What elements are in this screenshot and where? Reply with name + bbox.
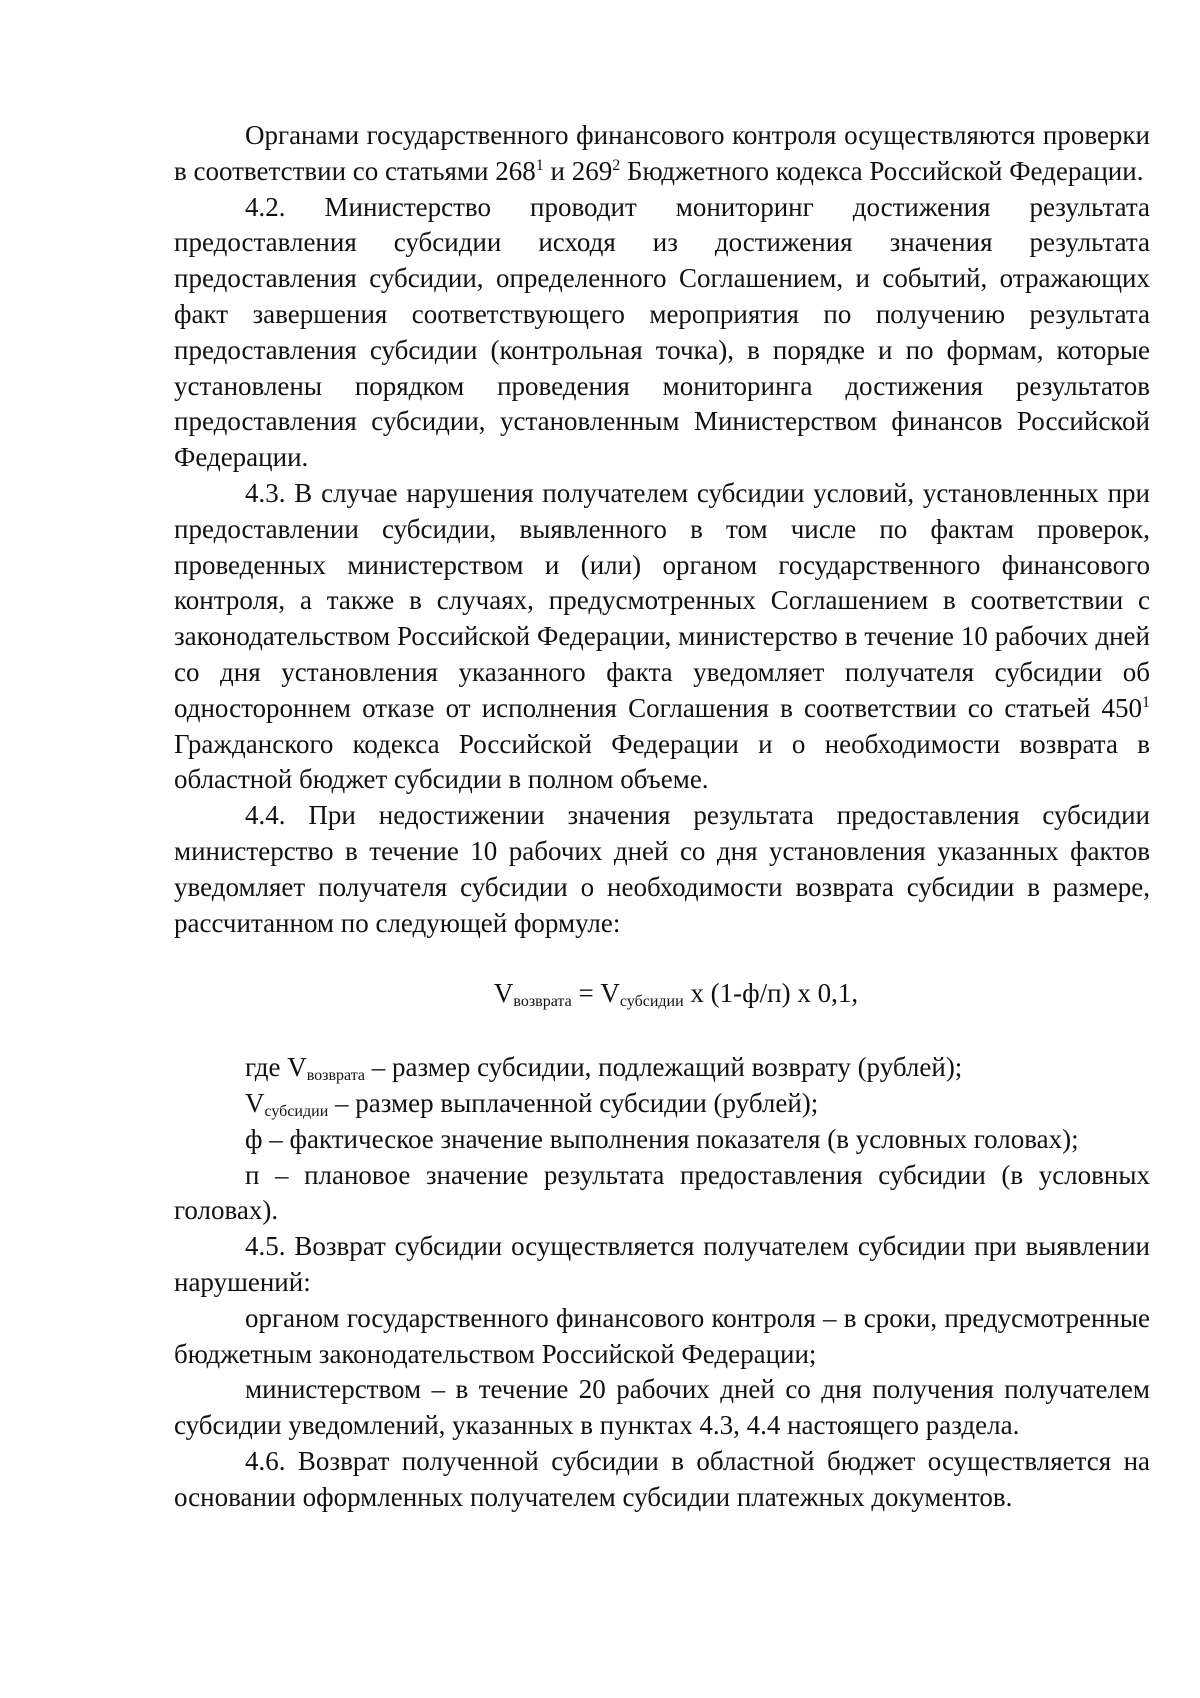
- paragraph-p4-6: [174, 1444, 1150, 1516]
- paragraph-def-f: [174, 1122, 1150, 1158]
- text-run: органом государственного финансового контроля – в сроки, предусмотренные бюджетным законодательством Российской Федерации;: [174, 1302, 1150, 1369]
- text-run: – размер субсидии, подлежащий возврату (рублей);: [365, 1052, 963, 1083]
- text-run: – размер выплаченной субсидии (рублей);: [328, 1087, 819, 1118]
- text-run: 4.2. Министерство проводит мониторинг достижения результата предоставления субсидии исходя из достижения значения результата предоставления субсидии, определенного Соглашением, и событий, отражающих факт завершения соответствующего мероприятия по получению результата предоставления субсидии (контрольная точка), в порядке и по формам, которые установлены порядком проведения мониторинга достижения результатов предоставления субсидии, установленным Министерством финансов Российской Федерации.: [174, 191, 1150, 473]
- paragraph-p4-5: [174, 1229, 1150, 1301]
- paragraph-p4-5-a: [174, 1301, 1150, 1373]
- text-run: Гражданского кодекса Российской Федерации и о необходимости возврата в областной бюджет субсидии в полном объеме.: [174, 728, 1150, 795]
- text-run: 4.6. Возврат полученной субсидии в областной бюджет осуществляется на основании оформленных получателем субсидии платежных документов.: [174, 1445, 1150, 1512]
- text-run: 4.5. Возврат субсидии осуществляется получателем субсидии при выявлении нарушений:: [174, 1231, 1150, 1297]
- superscript: 1: [1142, 693, 1150, 711]
- document-page: [174, 118, 1150, 1515]
- text-run: Органами государственного финансового контроля осуществляются проверки в соответствии со статьями 268: [174, 120, 1150, 186]
- paragraph-p1: [174, 118, 1150, 190]
- text-run: министерством – в течение 20 рабочих дней со дня получения получателем субсидии уведомлений, указанных в пунктах 4.3, 4.4 настоящего раздела.: [174, 1374, 1150, 1441]
- text-run: 4.3. В случае нарушения получателем субсидии условий, установленных при предоставлении субсидии, выявленного в том числе по фактам проверок, проведенных министерством и (или) органом государственного финансового контроля, а также в случаях, предусмотренных Соглашением в соответствии с законодательством Российской Федерации, министерство в течение 10 рабочих дней со дня установления указанного факта уведомляет получателя субсидии об одностороннем отказе от исполнения Соглашения в соответствии со статьей 450: [174, 477, 1150, 723]
- subscript: субсидии: [264, 1102, 329, 1120]
- paragraph-p4-5-b: [174, 1372, 1150, 1444]
- subscript: возврата: [306, 1067, 365, 1085]
- paragraphs-after-formula: [174, 1050, 1150, 1515]
- superscript: 2: [612, 156, 621, 174]
- text-run: = V: [571, 978, 620, 1009]
- text-run: Бюджетного кодекса Российской Федерации.: [620, 155, 1144, 186]
- text-run: п – плановое значение результата предоставления субсидии (в условных головах).: [174, 1159, 1150, 1226]
- superscript: 1: [535, 156, 544, 174]
- paragraph-p4-4: [174, 798, 1150, 941]
- text-run: х (1-ф/п) х 0,1,: [683, 978, 859, 1009]
- paragraph-def-p: [174, 1158, 1150, 1230]
- text-run: и 269: [543, 155, 613, 186]
- subscript: субсидии: [619, 993, 684, 1011]
- paragraph-def-v-subsidy: [174, 1086, 1150, 1122]
- text-run: V: [245, 1087, 265, 1118]
- text-run: V: [493, 978, 514, 1009]
- subscript: возврата: [513, 993, 572, 1011]
- text-run: ф – фактическое значение выполнения показателя (в условных головах);: [245, 1123, 1079, 1154]
- paragraph-p4-2: [174, 190, 1150, 476]
- paragraph-def-v-return: [174, 1050, 1150, 1086]
- paragraphs-before-formula: [174, 118, 1150, 941]
- formula: [174, 976, 1150, 1012]
- text-run: где V: [245, 1052, 307, 1083]
- paragraph-p4-3: [174, 476, 1150, 798]
- text-run: 4.4. При недостижении значения результата предоставления субсидии министерство в течение 10 рабочих дней со дня установления указанных фактов уведомляет получателя субсидии о необходимости возврата субсидии в размере, рассчитанном по следующей формуле:: [174, 800, 1150, 938]
